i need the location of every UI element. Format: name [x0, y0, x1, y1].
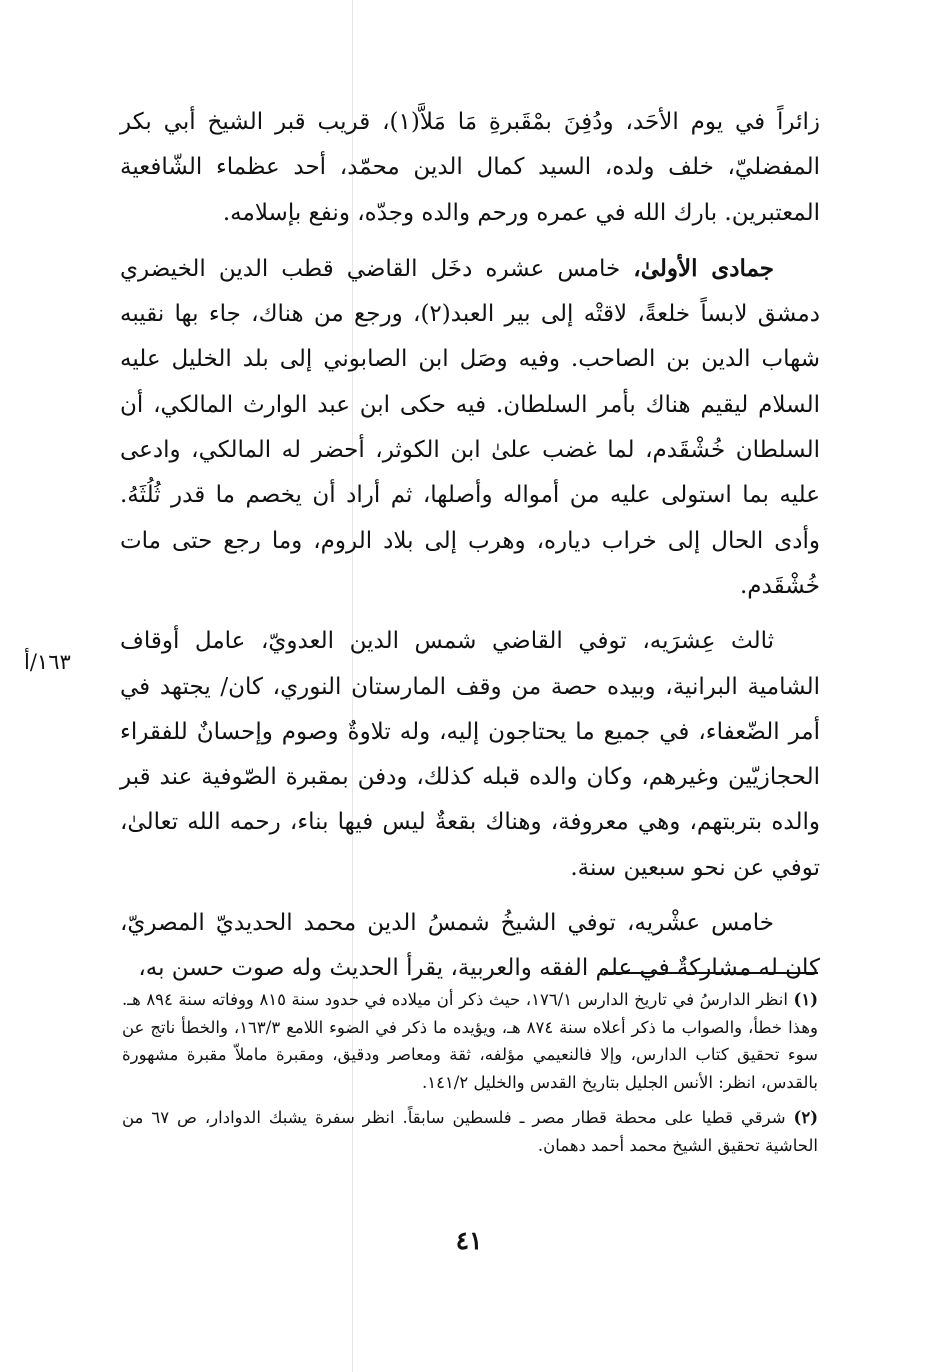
footnote-1-number: (١)	[793, 990, 818, 1009]
paragraph-3: ثالث عِشرَيه، توفي القاضي شمس الدين العدويّ، عامل أوقاف الشامية البرانية، وبيده حصة من وقف المارستان النوري، كان/ يجتهد في أمر الضّعفاء، في جميع ما يحتاجون إليه، وله تلاوةٌ وصوم وإحسانٌ للفقراء الحجازيّين وغيرهم، وكان والده قبله كذلك، ودفن بمقبرة الصّوفية عند قبر والده بتربتهم، وهي معروفة، وهناك بقعةٌ ليس فيها بناء، رحمه الله تعالىٰ، توفي عن نحو سبعين سنة.	[120, 628, 820, 881]
page-number: ٤١	[455, 1226, 483, 1255]
manuscript-folio-note: ١٦٣/أ	[24, 650, 71, 674]
paragraph-2-lead: جمادى الأولىٰ،	[633, 254, 774, 282]
main-text	[120, 100, 820, 992]
footnote-2-text: شرقي قطيا على محطة قطار مصر ـ فلسطين سابقاً. انظر سفرة يشبك الدوادار، ص ٦٧ من الحاشية تحقيق الشيخ محمد أحمد دهمان.	[122, 1108, 818, 1155]
footnote-2-number: (٢)	[793, 1108, 818, 1128]
footnote-1	[122, 986, 818, 1096]
footnote-separator	[604, 972, 818, 974]
paragraph-1: زائراً في يوم الأحَد، ودُفِنَ بمْقَبرةِ مَا مَلاَّ(١)، قريب قبر الشيخ أبي بكر المفضليّ، خلف ولده، السيد كمال الدين محمّد، أحد عظماء الشّافعية المعتبرين. بارك الله في عمره ورحم والده وجدّه، ونفع بإسلامه.	[120, 109, 820, 226]
paragraph-4: خامس عشْريه، توفي الشيخُ شمسُ الدين محمد الحديديّ المصريّ، كان له مشاركةٌ في علم الفقه والعربية، يقرأ الحديث وله صوت حسن به،	[120, 910, 820, 982]
footnote-1-text: انظر الدارسُ في تاريخ الدارس ١٧٦/١، حيث ذكر أن ميلاده في حدود سنة ٨١٥ ووفاته سنة ٨٩٤ هـ. وهذا خطأ، والصواب ما ذكر أعلاه سنة ٨٧٤ هـ، ويؤيده ما ذكر في الضوء اللامع ١٦٣/٣، والخطأ ناتج عن سوء تحقيق كتاب الدارس، وإلا فالنعيمي مؤلفه، ثقة ومعاصر ودقيق، ومقبرة ماملاّ مقبرة مشهورة بالقدس، انظر: الأنس الجليل بتاريخ القدس والخليل ١٤١/٢.	[122, 990, 818, 1092]
paragraph-2	[120, 246, 820, 609]
footnotes	[122, 986, 818, 1160]
paragraph-2-text: خامس عشره دخَل القاضي قطب الدين الخيضري دمشق لابساً خلعةً، لاقتْه إلى بير العبد(٢)، ورجع من هناك، جاء بها نقيبه شهاب الدين بن الصاحب. وفيه وصَل ابن الصابوني إلى بلد الخليل عليه السلام ليقيم هناك بأمر السلطان. فيه حكى ابن عبد الوارث المالكي، أن السلطان خُشْقَدم، لما غضب علىٰ ابن الكوثر، أحضر له المالكي، وادعى عليه بما استولى عليه من أمواله وأصلها، ثم أراد أن يخصم ما قدر ثُلُثَهُ. وأدى الحال إلى خراب دياره، وهرب إلى بلاد الروم، وما رجع حتى مات خُشْقَدم.	[120, 255, 820, 599]
footnote-2	[122, 1104, 818, 1159]
